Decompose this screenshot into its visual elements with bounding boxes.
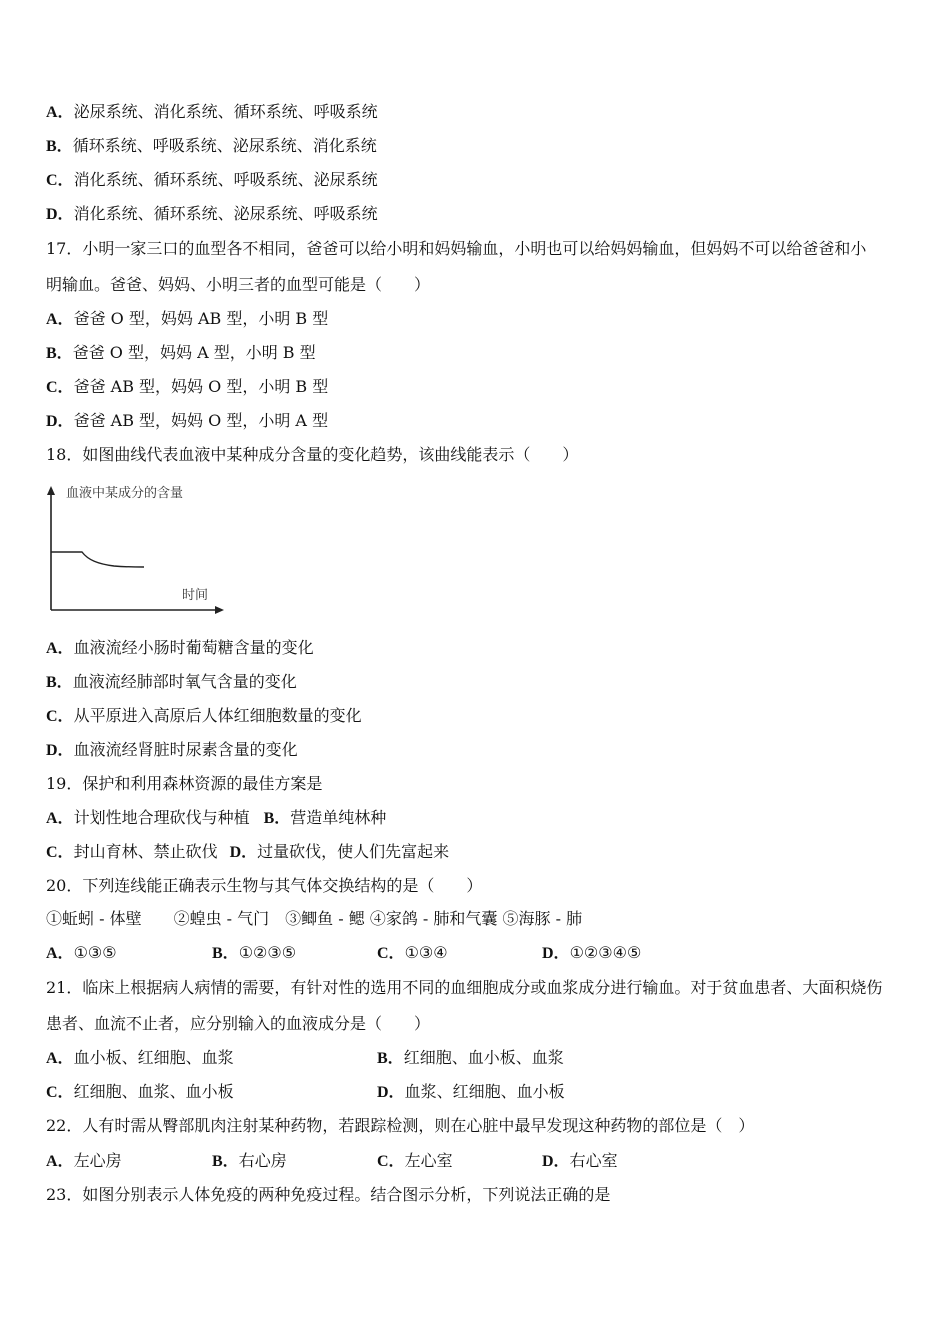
option-text: 右心房	[238, 1151, 287, 1170]
option-letter: A．	[46, 311, 74, 328]
q23-stem: 23．如图分别表示人体免疫的两种免疫过程。结合图示分析，下列说法正确的是	[46, 1185, 611, 1204]
q16-option-a	[46, 102, 378, 123]
option-text: 左心房	[73, 1151, 122, 1170]
q22-option-c	[377, 1151, 453, 1172]
q21-option-b	[377, 1048, 564, 1069]
q18-stem: 18．如图曲线代表血液中某种成分含量的变化趋势，该曲线能表示（ ）	[46, 445, 579, 464]
option-letter: A．	[46, 104, 74, 121]
option-text: 血小板、红细胞、血浆	[73, 1048, 234, 1067]
q18-option-d	[46, 740, 298, 761]
q19-stem: 19．保护和利用森林资源的最佳方案是	[46, 774, 323, 793]
option-letter: B．	[212, 945, 239, 962]
option-letter: B．	[46, 138, 73, 155]
q22-stem: 22．人有时需从臀部肌肉注射某种药物，若跟踪检测，则在心脏中最早发现这种药物的部位是（ ）	[46, 1116, 755, 1135]
option-text: 血液流经肺部时氧气含量的变化	[72, 672, 297, 691]
q17-stem-line1: 17．小明一家三口的血型各不相同，爸爸可以给小明和妈妈输血，小明也可以给妈妈输血，但妈妈不可以给爸爸和小	[46, 239, 867, 258]
x-axis-label: 时间	[182, 588, 209, 603]
option-letter: C．	[377, 945, 405, 962]
option-letter: C．	[46, 708, 74, 725]
option-text: 消化系统、循环系统、呼吸系统、泌尿系统	[73, 170, 378, 189]
option-letter: A．	[46, 640, 74, 657]
option-letter: A．	[46, 945, 74, 962]
q19-options-row1	[46, 808, 386, 829]
option-text: 血液流经小肠时葡萄糖含量的变化	[73, 638, 314, 657]
q20-items: ①蚯蚓 - 体壁 ②蝗虫 - 气门 ③鲫鱼 - 鳃 ④家鸽 - 肺和气囊 ⑤海豚 - 肺	[46, 909, 583, 928]
y-axis-arrow	[47, 486, 55, 495]
option-letter: C．	[377, 1153, 405, 1170]
x-axis-arrow	[215, 606, 224, 614]
option-letter: A．	[46, 1153, 74, 1170]
option-text: ①②③⑤	[238, 943, 297, 962]
option-text: 过量砍伐，使人们先富起来	[257, 842, 450, 861]
option-letter: B．	[46, 674, 73, 691]
option-text: 爸爸 AB 型，妈妈 O 型，小明 B 型	[73, 377, 329, 396]
option-text: 循环系统、呼吸系统、泌尿系统、消化系统	[72, 136, 377, 155]
option-text: 从平原进入高原后人体红细胞数量的变化	[73, 706, 362, 725]
q20-option-c	[377, 943, 448, 964]
q21-option-c	[46, 1082, 234, 1103]
q18-option-a	[46, 638, 314, 659]
option-text: 爸爸 AB 型，妈妈 O 型，小明 A 型	[73, 411, 329, 430]
y-axis-label: 血液中某成分的含量	[66, 486, 184, 501]
option-text: ①③④	[404, 943, 448, 962]
q22-option-d	[542, 1151, 618, 1172]
q18-option-b	[46, 672, 297, 693]
q21-stem-line1: 21．临床上根据病人病情的需要，有针对性的选用不同的血细胞成分或血浆成分进行输血。对于贫血患者、大面积烧伤	[46, 978, 883, 997]
option-letter: A．	[46, 810, 74, 827]
q20-stem: 20．下列连线能正确表示生物与其气体交换结构的是（ ）	[46, 876, 483, 895]
option-letter: D．	[542, 945, 570, 962]
option-letter: D．	[46, 206, 74, 223]
option-letter: C．	[46, 1084, 74, 1101]
q21-option-d	[377, 1082, 565, 1103]
option-text: 封山育林、禁止砍伐	[73, 842, 218, 861]
option-letter: D．	[377, 1084, 405, 1101]
option-letter: C．	[46, 172, 74, 189]
option-text: 消化系统、循环系统、泌尿系统、呼吸系统	[73, 204, 378, 223]
option-letter: D．	[229, 844, 258, 861]
q17-option-d	[46, 411, 328, 432]
option-text: 泌尿系统、消化系统、循环系统、呼吸系统	[73, 102, 378, 121]
q19-options-row2	[46, 842, 449, 863]
option-letter: D．	[46, 742, 74, 759]
q16-option-b	[46, 136, 377, 157]
q21-option-a	[46, 1048, 234, 1069]
q20-option-d	[542, 943, 641, 964]
option-text: 红细胞、血浆、血小板	[73, 1082, 234, 1101]
q20-option-a	[46, 943, 117, 964]
option-letter: C．	[46, 379, 74, 396]
option-letter: B．	[212, 1153, 239, 1170]
option-text: 计划性地合理砍伐与种植	[73, 808, 250, 827]
option-text: 血浆、红细胞、血小板	[404, 1082, 565, 1101]
option-text: 爸爸 O 型，妈妈 A 型，小明 B 型	[72, 343, 316, 362]
q18-figure	[40, 478, 230, 618]
curve-line	[51, 552, 144, 567]
option-text: ①③⑤	[73, 943, 117, 962]
option-text: 血液流经肾脏时尿素含量的变化	[73, 740, 298, 759]
q17-option-b	[46, 343, 316, 364]
q16-option-c	[46, 170, 378, 191]
option-letter: B．	[263, 810, 291, 827]
option-text: 红细胞、血小板、血浆	[403, 1048, 564, 1067]
option-letter: D．	[46, 413, 74, 430]
q17-option-a	[46, 309, 328, 330]
option-letter: A．	[46, 1050, 74, 1067]
option-letter: D．	[542, 1153, 570, 1170]
option-text: 营造单纯林种	[290, 808, 387, 827]
option-text: 右心室	[569, 1151, 618, 1170]
q17-option-c	[46, 377, 328, 398]
option-letter: B．	[377, 1050, 404, 1067]
q17-stem-line2: 明输血。爸爸、妈妈、小明三者的血型可能是（ ）	[46, 275, 431, 294]
option-text: 爸爸 O 型，妈妈 AB 型，小明 B 型	[73, 309, 329, 328]
q20-option-b	[212, 943, 296, 964]
option-letter: B．	[46, 345, 73, 362]
q16-option-d	[46, 204, 378, 225]
q21-stem-line2: 患者、血流不止者，应分别输入的血液成分是（ ）	[46, 1014, 431, 1033]
q18-option-c	[46, 706, 362, 727]
option-letter: C．	[46, 844, 74, 861]
option-text: 左心室	[404, 1151, 453, 1170]
q22-option-a	[46, 1151, 122, 1172]
q22-option-b	[212, 1151, 287, 1172]
option-text: ①②③④⑤	[569, 943, 642, 962]
